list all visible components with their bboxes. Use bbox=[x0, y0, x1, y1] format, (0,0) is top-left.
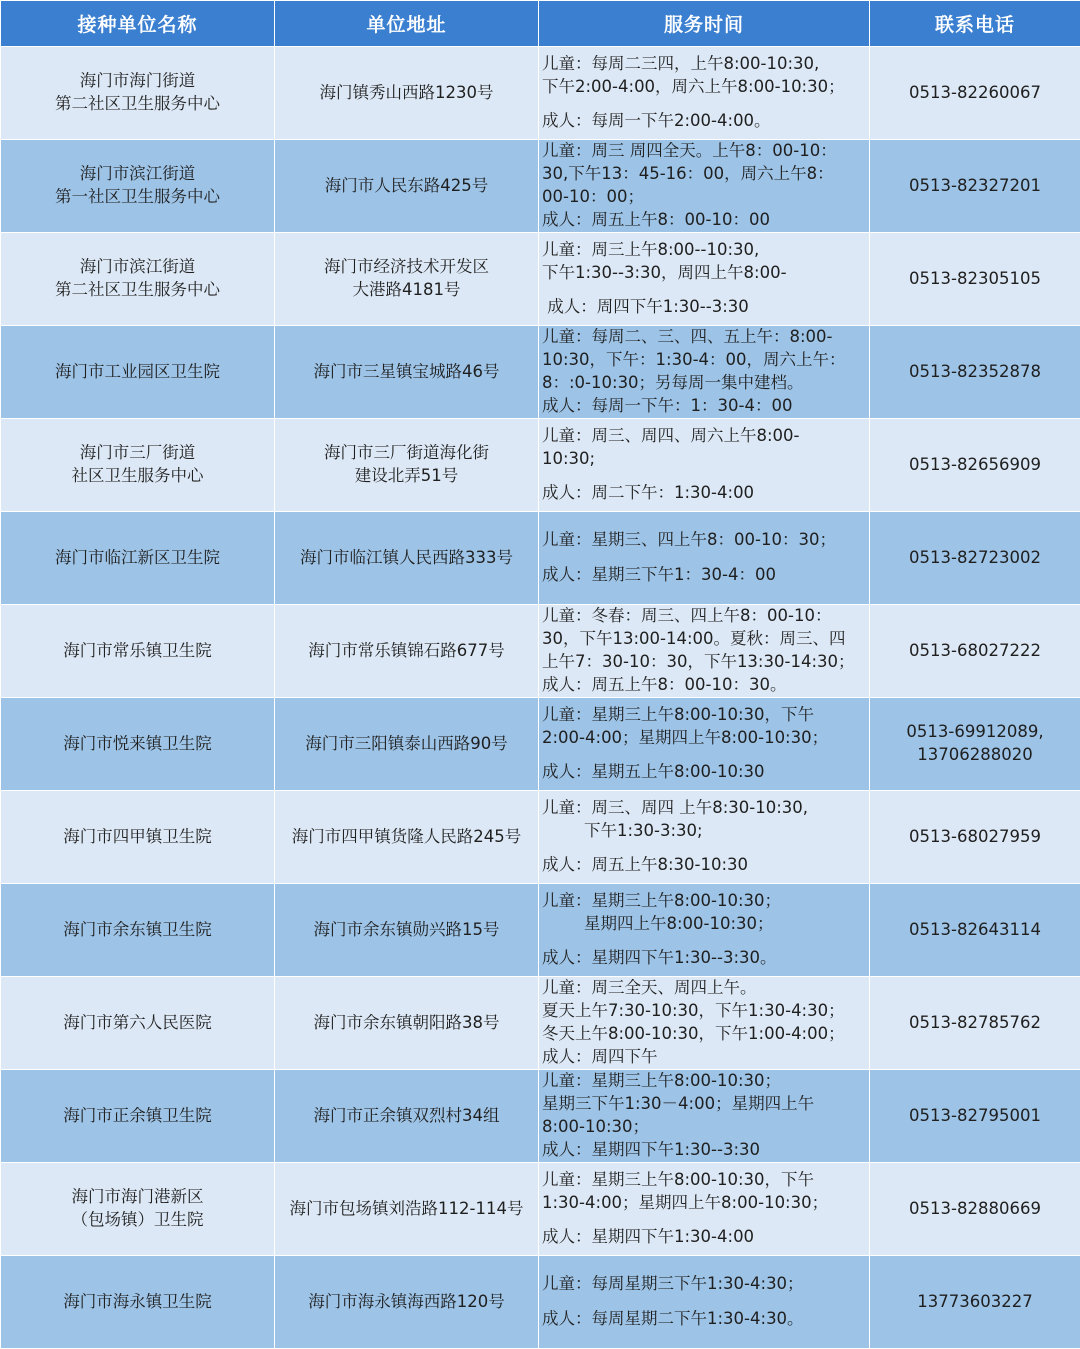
site-name-line: 第二社区卫生服务中心 bbox=[5, 279, 270, 302]
table-row bbox=[1, 698, 1080, 791]
table-row bbox=[1, 884, 1080, 977]
service-time-cell bbox=[539, 1256, 870, 1349]
child-schedule-line: 10:30; bbox=[542, 448, 866, 471]
child-schedule-line: 冬天上午8:00-10:30，下午1:00-4:00； bbox=[542, 1023, 866, 1046]
child-schedule-line: 儿童：周三、周四 上午8:30-10:30, bbox=[542, 797, 866, 820]
site-name-line: 海门市第六人民医院 bbox=[5, 1012, 270, 1035]
header-site-name: 接种单位名称 bbox=[1, 1, 275, 47]
address-line: 大港路4181号 bbox=[279, 279, 534, 302]
child-schedule-line: 10:30，下午：1:30-4：00，周六上午： bbox=[542, 349, 866, 372]
phone-number: 0513-82305105 bbox=[874, 268, 1076, 291]
child-schedule-line: 儿童：星期三上午8:00-10:30； bbox=[542, 1070, 866, 1093]
table-row bbox=[1, 977, 1080, 1070]
table-row bbox=[1, 605, 1080, 698]
adult-schedule-line: 成人：周二下午：1:30-4:00 bbox=[542, 482, 866, 505]
schedule-spacer bbox=[542, 98, 866, 110]
phone-cell bbox=[870, 47, 1080, 140]
address-cell bbox=[275, 698, 539, 791]
address-line: 海门市人民东路425号 bbox=[279, 175, 534, 198]
phone-cell bbox=[870, 419, 1080, 512]
site-name-cell bbox=[1, 977, 275, 1070]
child-schedule-line: 星期三下午1:30－4:00；星期四上午 bbox=[542, 1093, 866, 1116]
phone-cell bbox=[870, 698, 1080, 791]
site-name-line: 社区卫生服务中心 bbox=[5, 465, 270, 488]
child-schedule-line: 1:30-4:00；星期四上午8:00-10:30； bbox=[542, 1192, 866, 1215]
address-cell bbox=[275, 512, 539, 605]
address-cell bbox=[275, 419, 539, 512]
site-name-line: 海门市余东镇卫生院 bbox=[5, 919, 270, 942]
adult-schedule-line: 成人：星期四下午1:30--3:30。 bbox=[542, 947, 866, 970]
child-schedule-line: 儿童：每周星期三下午1:30-4:30； bbox=[542, 1273, 866, 1296]
table-body bbox=[1, 47, 1080, 1349]
address-line: 海门市包场镇刘浩路112-114号 bbox=[279, 1198, 534, 1221]
adult-schedule-line: 成人：星期四下午1:30--3:30 bbox=[542, 1139, 866, 1162]
child-schedule-line: 儿童：冬春：周三、四上午8：00-10： bbox=[542, 605, 866, 628]
phone-number: 0513-82795001 bbox=[874, 1105, 1076, 1128]
adult-schedule-line: 成人：每周一下午：1：30-4：00 bbox=[542, 395, 866, 418]
child-schedule-line: 儿童：每周二、三、四、五上午：8:00- bbox=[542, 326, 866, 349]
site-name-cell bbox=[1, 791, 275, 884]
adult-schedule-line: 成人：每周一下午2:00-4:00。 bbox=[542, 110, 866, 133]
header-address: 单位地址 bbox=[275, 1, 539, 47]
service-time-cell bbox=[539, 512, 870, 605]
adult-schedule-line: 成人：周四下午1:30--3:30 bbox=[542, 296, 866, 319]
phone-cell bbox=[870, 512, 1080, 605]
site-name-line: 海门市滨江街道 bbox=[5, 163, 270, 186]
site-name-line: 第二社区卫生服务中心 bbox=[5, 93, 270, 116]
site-name-cell bbox=[1, 1256, 275, 1349]
table-row bbox=[1, 326, 1080, 419]
address-line: 海门市临江镇人民西路333号 bbox=[279, 547, 534, 570]
child-schedule-line: 儿童：每周二三四，上午8:00-10:30, bbox=[542, 53, 866, 76]
address-line: 海门市余东镇勋兴路15号 bbox=[279, 919, 534, 942]
site-name-cell bbox=[1, 512, 275, 605]
site-name-line: 海门市正余镇卫生院 bbox=[5, 1105, 270, 1128]
site-name-cell bbox=[1, 140, 275, 233]
phone-number: 0513-82260067 bbox=[874, 82, 1076, 105]
service-time-cell bbox=[539, 605, 870, 698]
adult-schedule-line: 成人：星期五上午8:00-10:30 bbox=[542, 761, 866, 784]
address-cell bbox=[275, 791, 539, 884]
phone-number: 0513-68027222 bbox=[874, 640, 1076, 663]
phone-cell bbox=[870, 140, 1080, 233]
address-cell bbox=[275, 140, 539, 233]
phone-cell bbox=[870, 791, 1080, 884]
service-time-cell bbox=[539, 791, 870, 884]
site-name-line: 海门市临江新区卫生院 bbox=[5, 547, 270, 570]
service-time-cell bbox=[539, 419, 870, 512]
adult-schedule-line: 成人：星期四下午1:30-4:00 bbox=[542, 1226, 866, 1249]
site-name-cell bbox=[1, 1070, 275, 1163]
address-line: 建设北弄51号 bbox=[279, 465, 534, 488]
phone-number: 0513-82656909 bbox=[874, 454, 1076, 477]
address-cell bbox=[275, 1256, 539, 1349]
child-schedule-line: 儿童：星期三上午8:00-10:30，下午 bbox=[542, 1169, 866, 1192]
table-row bbox=[1, 512, 1080, 605]
phone-cell bbox=[870, 884, 1080, 977]
phone-number: 0513-82723002 bbox=[874, 547, 1076, 570]
phone-cell bbox=[870, 977, 1080, 1070]
table-row bbox=[1, 419, 1080, 512]
address-cell bbox=[275, 884, 539, 977]
address-line: 海门市经济技术开发区 bbox=[279, 256, 534, 279]
phone-number: 0513-68027959 bbox=[874, 826, 1076, 849]
address-cell bbox=[275, 605, 539, 698]
service-time-cell bbox=[539, 698, 870, 791]
address-line: 海门市四甲镇货隆人民路245号 bbox=[279, 826, 534, 849]
child-schedule-line: 8：:0-10:30；另每周一集中建档。 bbox=[542, 372, 866, 395]
child-schedule-line: 儿童：周三、周四、周六上午8:00- bbox=[542, 425, 866, 448]
child-schedule-line: 8:00-10:30； bbox=[542, 1116, 866, 1139]
adult-schedule-line: 成人：周五上午8:30-10:30 bbox=[542, 854, 866, 877]
address-cell bbox=[275, 1070, 539, 1163]
phone-number: 0513-82327201 bbox=[874, 175, 1076, 198]
schedule-spacer bbox=[542, 935, 866, 947]
site-name-cell bbox=[1, 326, 275, 419]
schedule-spacer bbox=[542, 470, 866, 482]
site-name-line: 海门市四甲镇卫生院 bbox=[5, 826, 270, 849]
address-line: 海门市正余镇双烈村34组 bbox=[279, 1105, 534, 1128]
adult-schedule-line: 成人：周四下午 bbox=[542, 1046, 866, 1069]
service-time-cell bbox=[539, 1163, 870, 1256]
site-name-line: 海门市悦来镇卫生院 bbox=[5, 733, 270, 756]
site-name-cell bbox=[1, 605, 275, 698]
phone-number: 13773603227 bbox=[874, 1291, 1076, 1314]
address-line: 海门市三厂街道海化街 bbox=[279, 442, 534, 465]
header-phone: 联系电话 bbox=[870, 1, 1080, 47]
child-schedule-line: 下午1:30--3:30，周四上午8:00- bbox=[542, 262, 866, 285]
adult-schedule-line: 成人：每周星期二下午1:30-4:30。 bbox=[542, 1308, 866, 1331]
service-time-cell bbox=[539, 326, 870, 419]
phone-cell bbox=[870, 233, 1080, 326]
child-schedule-line: 儿童：星期三上午8:00-10:30； bbox=[542, 890, 866, 913]
adult-schedule-line: 成人：周五上午8：00-10：30。 bbox=[542, 674, 866, 697]
site-name-line: 海门市滨江街道 bbox=[5, 256, 270, 279]
table-row bbox=[1, 1070, 1080, 1163]
child-schedule-line: 下午2:00-4:00，周六上午8:00-10:30； bbox=[542, 76, 866, 99]
service-time-cell bbox=[539, 233, 870, 326]
child-schedule-line: 儿童：星期三、四上午8：00-10：30； bbox=[542, 529, 866, 552]
child-schedule-line: 上午7：30-10：30，下午13:30-14:30； bbox=[542, 651, 866, 674]
address-cell bbox=[275, 233, 539, 326]
address-line: 海门市三星镇宝城路46号 bbox=[279, 361, 534, 384]
child-schedule-line: 儿童：周三 周四全天。上午8：00-10： bbox=[542, 140, 866, 163]
child-schedule-line: 儿童：周三上午8:00--10:30, bbox=[542, 239, 866, 262]
child-schedule-line: 下午1:30-3:30; bbox=[542, 820, 866, 843]
site-name-line: 第一社区卫生服务中心 bbox=[5, 186, 270, 209]
address-cell bbox=[275, 47, 539, 140]
site-name-cell bbox=[1, 233, 275, 326]
site-name-line: 海门市工业园区卫生院 bbox=[5, 361, 270, 384]
address-line: 海门镇秀山西路1230号 bbox=[279, 82, 534, 105]
child-schedule-line: 夏天上午7:30-10:30，下午1:30-4:30； bbox=[542, 1000, 866, 1023]
site-name-cell bbox=[1, 698, 275, 791]
child-schedule-line: 2:00-4:00；星期四上午8:00-10:30； bbox=[542, 727, 866, 750]
site-name-line: 海门市三厂街道 bbox=[5, 442, 270, 465]
schedule-spacer bbox=[542, 284, 866, 296]
address-line: 海门市海永镇海西路120号 bbox=[279, 1291, 534, 1314]
phone-number: 0513-82352878 bbox=[874, 361, 1076, 384]
header-row bbox=[1, 1, 1080, 47]
table-row bbox=[1, 233, 1080, 326]
site-name-line: （包场镇）卫生院 bbox=[5, 1209, 270, 1232]
address-line: 海门市余东镇朝阳路38号 bbox=[279, 1012, 534, 1035]
table-row bbox=[1, 1256, 1080, 1349]
site-name-cell bbox=[1, 1163, 275, 1256]
phone-cell bbox=[870, 1256, 1080, 1349]
child-schedule-line: 30,下午13：45-16：00，周六上午8： bbox=[542, 163, 866, 186]
address-cell bbox=[275, 977, 539, 1070]
schedule-spacer bbox=[542, 1296, 866, 1308]
child-schedule-line: 儿童：星期三上午8:00-10:30，下午 bbox=[542, 704, 866, 727]
phone-number: 0513-82880669 bbox=[874, 1198, 1076, 1221]
address-cell bbox=[275, 326, 539, 419]
service-time-cell bbox=[539, 884, 870, 977]
schedule-spacer bbox=[542, 749, 866, 761]
site-name-cell bbox=[1, 419, 275, 512]
phone-cell bbox=[870, 326, 1080, 419]
schedule-spacer bbox=[542, 1214, 866, 1226]
address-line: 海门市常乐镇锦石路677号 bbox=[279, 640, 534, 663]
phone-number: 0513-69912089, bbox=[874, 721, 1076, 744]
schedule-spacer bbox=[542, 842, 866, 854]
service-time-cell bbox=[539, 977, 870, 1070]
site-name-cell bbox=[1, 884, 275, 977]
address-cell bbox=[275, 1163, 539, 1256]
phone-number: 0513-82643114 bbox=[874, 919, 1076, 942]
site-name-cell bbox=[1, 47, 275, 140]
site-name-line: 海门市海门港新区 bbox=[5, 1186, 270, 1209]
child-schedule-line: 00-10：00； bbox=[542, 186, 866, 209]
phone-cell bbox=[870, 1163, 1080, 1256]
child-schedule-line: 30，下午13:00-14:00。夏秋：周三、四 bbox=[542, 628, 866, 651]
service-time-cell bbox=[539, 47, 870, 140]
schedule-spacer bbox=[542, 552, 866, 564]
site-name-line: 海门市常乐镇卫生院 bbox=[5, 640, 270, 663]
address-line: 海门市三阳镇泰山西路90号 bbox=[279, 733, 534, 756]
site-name-line: 海门市海永镇卫生院 bbox=[5, 1291, 270, 1314]
child-schedule-line: 星期四上午8:00-10:30； bbox=[542, 913, 866, 936]
table-row bbox=[1, 47, 1080, 140]
phone-cell bbox=[870, 605, 1080, 698]
table-row bbox=[1, 791, 1080, 884]
header-service-time: 服务时间 bbox=[539, 1, 870, 47]
child-schedule-line: 儿童：周三全天、周四上午。 bbox=[542, 977, 866, 1000]
table-row bbox=[1, 1163, 1080, 1256]
table-row bbox=[1, 140, 1080, 233]
phone-cell bbox=[870, 1070, 1080, 1163]
site-name-line: 海门市海门街道 bbox=[5, 70, 270, 93]
adult-schedule-line: 成人：星期三下午1：30-4：00 bbox=[542, 564, 866, 587]
service-time-cell bbox=[539, 140, 870, 233]
phone-number: 0513-82785762 bbox=[874, 1012, 1076, 1035]
phone-number: 13706288020 bbox=[874, 744, 1076, 767]
service-time-cell bbox=[539, 1070, 870, 1163]
adult-schedule-line: 成人：周五上午8：00-10：00 bbox=[542, 209, 866, 232]
